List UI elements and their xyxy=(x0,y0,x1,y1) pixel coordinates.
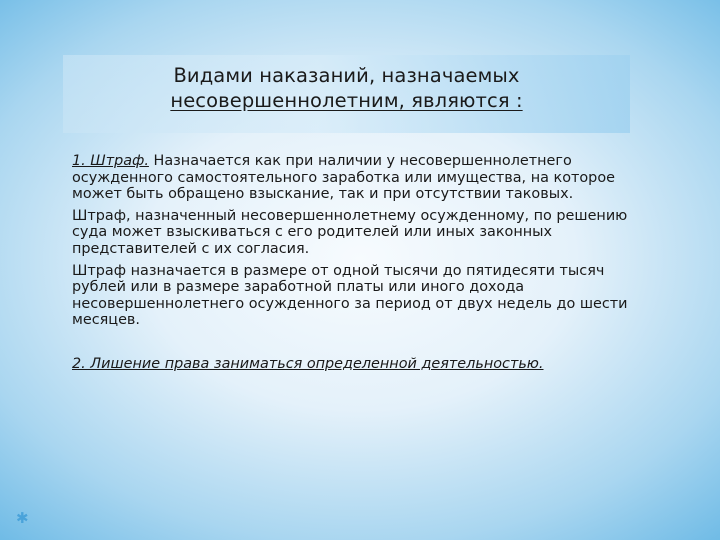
slide-title xyxy=(63,63,630,113)
paragraph-fine-definition xyxy=(72,153,632,203)
paragraph-fine-collection: Штраф, назначенный несовершеннолетнему осужденному, по решению суда может взыскиваться с его родителей или иных законных представителей с их согласия. xyxy=(72,207,628,257)
title-line-2: несовершеннолетним, являются : xyxy=(170,89,523,112)
title-box xyxy=(63,55,630,133)
paragraph-fine-amount: Штраф назначается в размере от одной тысячи до пятидесяти тысяч рублей или в размере заработной платы или иного дохода несовершеннолетнего осужденного за период от двух недель до шести месяцев. xyxy=(72,262,628,329)
item-1-text: Назначается как при наличии у несовершеннолетнего осужденного самостоятельного заработка или имущества, на которое может быть обращено взыскание, так и при отсутствии таковых. xyxy=(72,153,615,203)
slide-content xyxy=(72,153,632,388)
title-line-1: Видами наказаний, назначаемых xyxy=(173,64,520,87)
asterisk-icon: ✱ xyxy=(16,509,29,527)
item-1-heading: 1. Штраф. xyxy=(72,153,149,169)
item-2-heading: 2. Лишение права заниматься определенной деятельностью. xyxy=(72,355,544,372)
